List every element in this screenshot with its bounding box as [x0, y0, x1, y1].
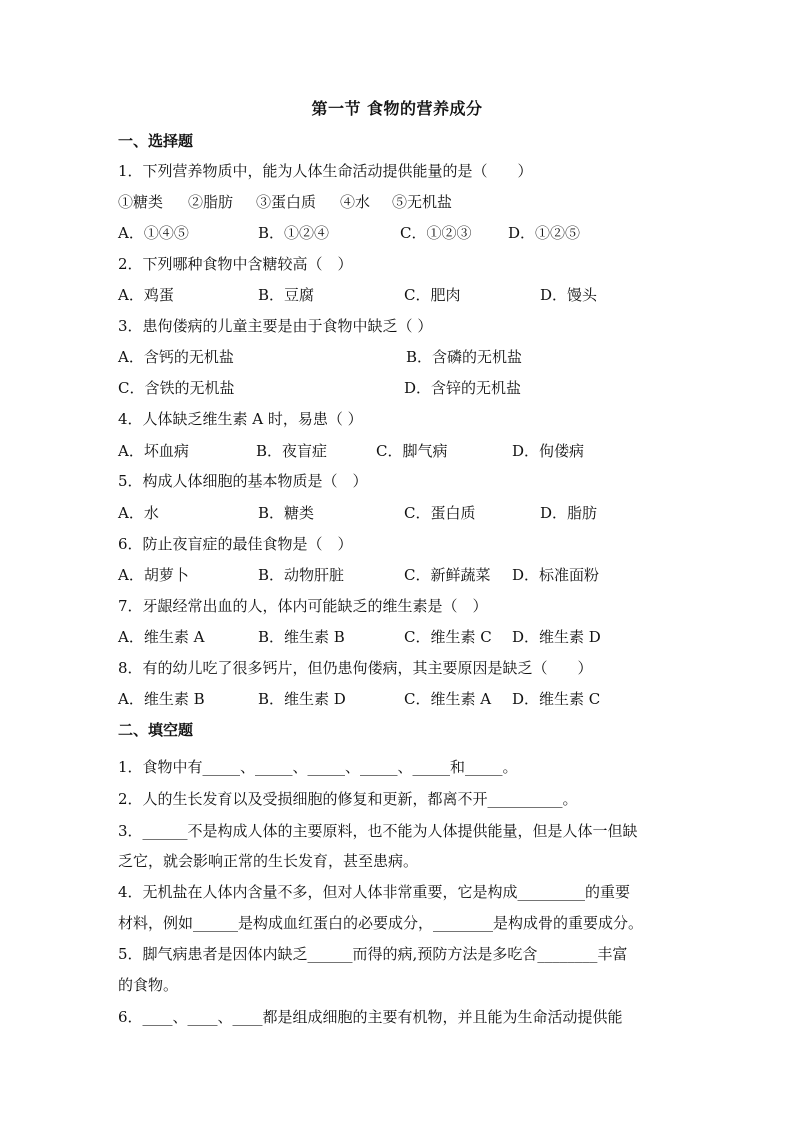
fill-question-5-line-1: 5．脚气病患者是因体内缺乏______而得的病,预防方法是多吃含________丰富 [118, 945, 628, 963]
q3-option-d: D．含锌的无机盐 [404, 379, 522, 397]
q7-option-c: C．维生素 C [404, 628, 492, 646]
q7-option-b: B．维生素 B [258, 628, 345, 646]
section-heading-fill: 二、填空题 [118, 721, 194, 739]
q2-option-a: A．鸡蛋 [118, 286, 174, 304]
q1-item-5: ⑤无机盐 [392, 193, 453, 211]
fill-question-5-line-2: 的食物。 [118, 976, 179, 994]
q5-option-d: D．脂肪 [540, 504, 598, 522]
q5-option-c: C．蛋白质 [404, 504, 476, 522]
fill-question-1: 1．食物中有_____、_____、_____、_____、_____和_____。 [118, 758, 518, 776]
question-1-stem: 1．下列营养物质中，能为人体生命活动提供能量的是（ ） [118, 162, 533, 180]
q4-option-b: B．夜盲症 [256, 442, 328, 460]
q6-option-d: D．标准面粉 [512, 566, 600, 584]
page-title: 第一节 食物的营养成分 [311, 99, 483, 118]
q7-option-a: A．维生素 A [118, 628, 205, 646]
section-heading-choice: 一、选择题 [118, 132, 194, 150]
q1-item-1: ①糖类 [118, 193, 164, 211]
fill-question-6: 6．____、____、____都是组成细胞的主要有机物，并且能为生命活动提供能 [118, 1008, 623, 1026]
q8-option-b: B．维生素 D [258, 690, 346, 708]
q4-option-d: D．佝偻病 [512, 442, 585, 460]
question-2-stem: 2．下列哪种食物中含糖较高（ ） [118, 255, 353, 273]
q5-option-b: B．糖类 [258, 504, 315, 522]
q6-option-b: B．动物肝脏 [258, 566, 345, 584]
q1-option-d: D．①②⑤ [508, 224, 581, 242]
question-3-stem: 3．患佝偻病的儿童主要是由于食物中缺乏（ ） [118, 317, 433, 335]
q8-option-d: D．维生素 C [512, 690, 601, 708]
q6-option-c: C．新鲜蔬菜 [404, 566, 491, 584]
fill-question-2: 2．人的生长发育以及受损细胞的修复和更新，都离不开__________。 [118, 790, 578, 808]
q2-option-c: C．肥肉 [404, 286, 461, 304]
q2-option-b: B．豆腐 [258, 286, 315, 304]
q8-option-a: A．维生素 B [118, 690, 205, 708]
fill-question-3-line-2: 乏它，就会影响正常的生长发育，甚至患病。 [118, 852, 419, 870]
q4-option-a: A．坏血病 [118, 442, 189, 460]
q8-option-c: C．维生素 A [404, 690, 492, 708]
fill-question-4-line-1: 4．无机盐在人体内含量不多，但对人体非常重要，它是构成_________的重要 [118, 883, 631, 901]
question-4-stem: 4．人体缺乏维生素 A 时，易患（ ） [118, 410, 363, 428]
fill-question-4-line-2: 材料，例如______是构成血红蛋白的必要成分，________是构成骨的重要成分。 [118, 914, 644, 932]
q6-option-a: A．胡萝卜 [118, 566, 189, 584]
q3-option-c: C．含铁的无机盐 [118, 379, 235, 397]
question-7-stem: 7．牙龈经常出血的人，体内可能缺乏的维生素是（ ） [118, 597, 488, 615]
q1-item-4: ④水 [340, 193, 371, 211]
question-5-stem: 5．构成人体细胞的基本物质是（ ） [118, 472, 368, 490]
q1-item-3: ③蛋白质 [256, 193, 317, 211]
question-6-stem: 6．防止夜盲症的最佳食物是（ ） [118, 535, 353, 553]
q1-option-b: B．①②④ [258, 224, 330, 242]
q7-option-d: D．维生素 D [512, 628, 601, 646]
q1-option-a: A．①④⑤ [118, 224, 189, 242]
q4-option-c: C．脚气病 [376, 442, 448, 460]
q3-option-a: A．含钙的无机盐 [118, 348, 234, 366]
q1-option-c: C．①②③ [400, 224, 472, 242]
q3-option-b: B．含磷的无机盐 [406, 348, 523, 366]
q2-option-d: D．馒头 [540, 286, 598, 304]
q5-option-a: A．水 [118, 504, 159, 522]
question-8-stem: 8．有的幼儿吃了很多钙片，但仍患佝偻病，其主要原因是缺乏（ ） [118, 659, 593, 677]
q1-item-2: ②脂肪 [188, 193, 234, 211]
fill-question-3-line-1: 3．______不是构成人体的主要原料，也不能为人体提供能量，但是人体一但缺 [118, 822, 638, 840]
